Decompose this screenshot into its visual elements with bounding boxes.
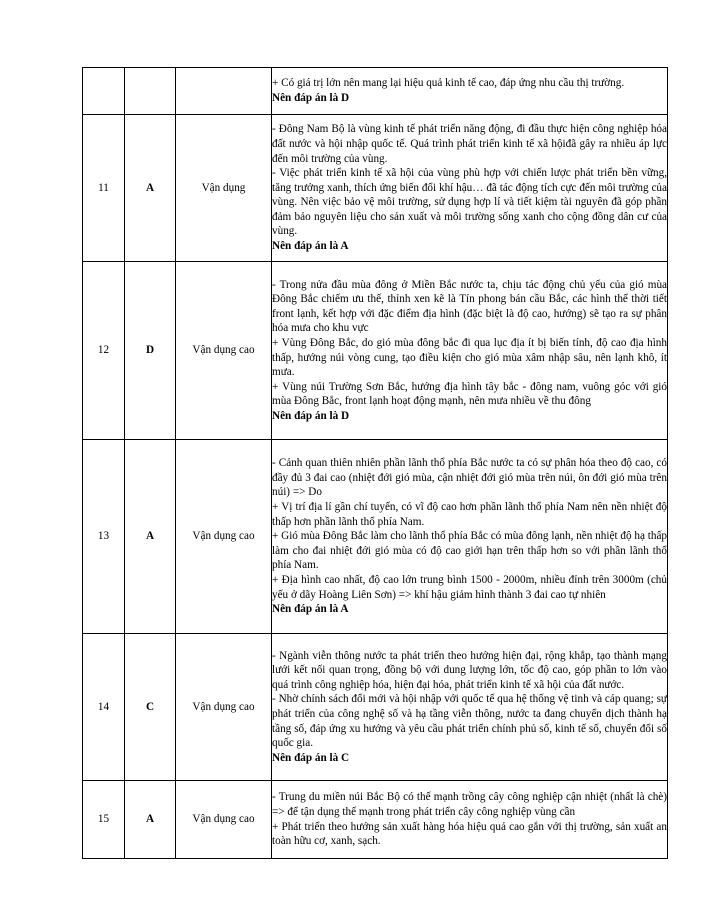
- answer-letter: C: [125, 634, 176, 781]
- answer-letter: [125, 68, 176, 115]
- explanation-cell: [272, 68, 668, 115]
- table-row: [83, 440, 668, 634]
- explanation-line: + Địa hình cao nhất, độ cao lớn trung bình 1500 - 2000m, nhiều đỉnh trên 3000m (chủ yếu ở dãy Hoàng Liên Sơn) => khí hậu giảm hình thành 3 đai cao tự nhiên: [272, 573, 667, 601]
- question-number: [83, 68, 125, 115]
- explanation-cell: [272, 781, 668, 859]
- difficulty-level: Vận dụng cao: [176, 634, 272, 781]
- conclusion-line: Nên đáp án là D: [272, 409, 350, 422]
- difficulty-level: Vận dụng cao: [176, 262, 272, 440]
- explanation-line: - Cảnh quan thiên nhiên phần lãnh thổ phía Bắc nước ta có sự phân hóa theo độ cao, có đầy đủ 3 đai cao (nhiệt đới gió mùa, cận nhiệt đới gió mùa trên núi, ôn đới gió mùa trên núi) => Do: [272, 457, 667, 499]
- explanation-line: - Đông Nam Bộ là vùng kinh tế phát triển năng động, đi đầu thực hiện công nghiệp hóa đất nước và hội nhập quốc tế. Quá trình phát triển kinh tế xã hộiđã gây ra nhiều áp lực đến môi trường của vùng.: [272, 123, 667, 165]
- explanation-line: - Việc phát triển kinh tế xã hội của vùng phù hợp với chiến lược phát triển bền vững, tăng trưởng xanh, thích ứng biến đổi khí hậu… đã tác động tích cực đến môi trường của vùng. Nên việc bảo vệ môi trường, sử dụng hợp lí và tiết kiệm tài nguyên đã góp phần đảm bảo nguyên liệu cho sản xuất và môi trường sống xanh cho cộng đồng dân cư của vùng.: [272, 167, 667, 238]
- explanation-line: - Trung du miền núi Bắc Bộ có thế mạnh trồng cây công nghiệp cận nhiệt (nhất là chè) => để tận dụng thế mạnh trong phát triển cây công nghiệp vùng cần: [272, 791, 667, 818]
- explanation-line: + Vùng Đông Bắc, do gió mùa đông bắc đi qua lục địa ít bị biến tính, độ cao địa hình thấp, hướng núi vòng cung, tạo điều kiện cho gió mùa xâm nhập sâu, nên lạnh khô, ít mưa.: [272, 336, 667, 379]
- explanation-cell: [272, 440, 668, 634]
- explanation-line: + Gió mùa Đông Bắc làm cho lãnh thổ phía Bắc có mùa đông lạnh, nền nhiệt độ hạ thấp làm cho đai nhiệt đới gió mùa có độ cao giới hạn trên thấp hơn so với phần lãnh thổ phía Nam.: [272, 530, 667, 572]
- table-row: [83, 68, 668, 115]
- answer-letter: A: [125, 440, 176, 634]
- conclusion-line: Nên đáp án là C: [272, 751, 350, 764]
- conclusion-line: Nên đáp án là A: [272, 240, 349, 253]
- question-number: 11: [83, 115, 125, 262]
- explanation-line: + Có giá trị lớn nên mang lại hiệu quả kinh tế cao, đáp ứng nhu cầu thị trường.: [272, 77, 625, 90]
- explanation-cell: [272, 115, 668, 262]
- difficulty-level: Vận dụng cao: [176, 440, 272, 634]
- explanation-line: - Nhờ chính sách đổi mới và hội nhập với quốc tế qua hệ thống vệ tinh và cáp quang; sự phát triển của công nghệ số và hạ tầng viễn thông, nước ta đang chuyển dịch thành hạ tầng số, đáp ứng xu hướng và yêu cầu phát triển chính phủ số, kinh tế số, chuyển đổi số quốc gia.: [272, 693, 667, 750]
- explanation-cell: [272, 262, 668, 440]
- answer-letter: A: [125, 781, 176, 859]
- explanation-line: + Phát triển theo hướng sản xuất hàng hóa hiệu quả cao gắn với thị trường, sản xuất an toàn hữu cơ, xanh, sạch.: [272, 820, 667, 848]
- answer-letter: D: [125, 262, 176, 440]
- question-number: 13: [83, 440, 125, 634]
- answer-table: [82, 67, 668, 859]
- explanation-cell: [272, 634, 668, 781]
- explanation-line: + Vị trí địa lí gần chí tuyến, có vĩ độ cao hơn phần lãnh thổ phía Nam nên nền nhiệt độ thấp hơn phần lãnh thổ phía Nam.: [272, 501, 667, 528]
- table-row: [83, 781, 668, 859]
- answer-letter: A: [125, 115, 176, 262]
- difficulty-level: Vận dụng cao: [176, 781, 272, 859]
- explanation-line: - Trong nửa đầu mùa đông ở Miền Bắc nước ta, chịu tác động chủ yếu của gió mùa Đông Bắc chiếm ưu thế, thỉnh xen kẽ là Tín phong bán cầu Bắc, các hình thể thời tiết front lạnh, kết hợp với đặc điểm địa hình (đặc biệt là độ cao, hướng) sẽ tạo ra sự phân hóa mưa cho khu vực: [272, 278, 667, 335]
- difficulty-level: Vận dụng: [176, 115, 272, 262]
- conclusion-line: Nên đáp án là D: [272, 92, 350, 104]
- table-row: [83, 262, 668, 440]
- explanation-line: + Vùng núi Trường Sơn Bắc, hướng địa hình tây bắc - đông nam, vuông góc với gió mùa Đông Bắc, front lạnh hoạt động mạnh, nên mưa nhiều về thu đông: [272, 380, 667, 408]
- explanation-line: - Ngành viễn thông nước ta phát triển theo hướng hiện đại, rộng khắp, tạo thành mạng lưới kết nối quan trọng, đồng bộ với dung lượng lớn, tốc độ cao, góp phần to lớn vào quá trình công nghiệp hóa, hiện đại hóa, phát triển kinh tế xã hội của đất nước.: [272, 649, 667, 691]
- question-number: 12: [83, 262, 125, 440]
- difficulty-level: [176, 68, 272, 115]
- table-row: [83, 115, 668, 262]
- question-number: 14: [83, 634, 125, 781]
- question-number: 15: [83, 781, 125, 859]
- table-row: [83, 634, 668, 781]
- conclusion-line: Nên đáp án là A: [272, 603, 349, 616]
